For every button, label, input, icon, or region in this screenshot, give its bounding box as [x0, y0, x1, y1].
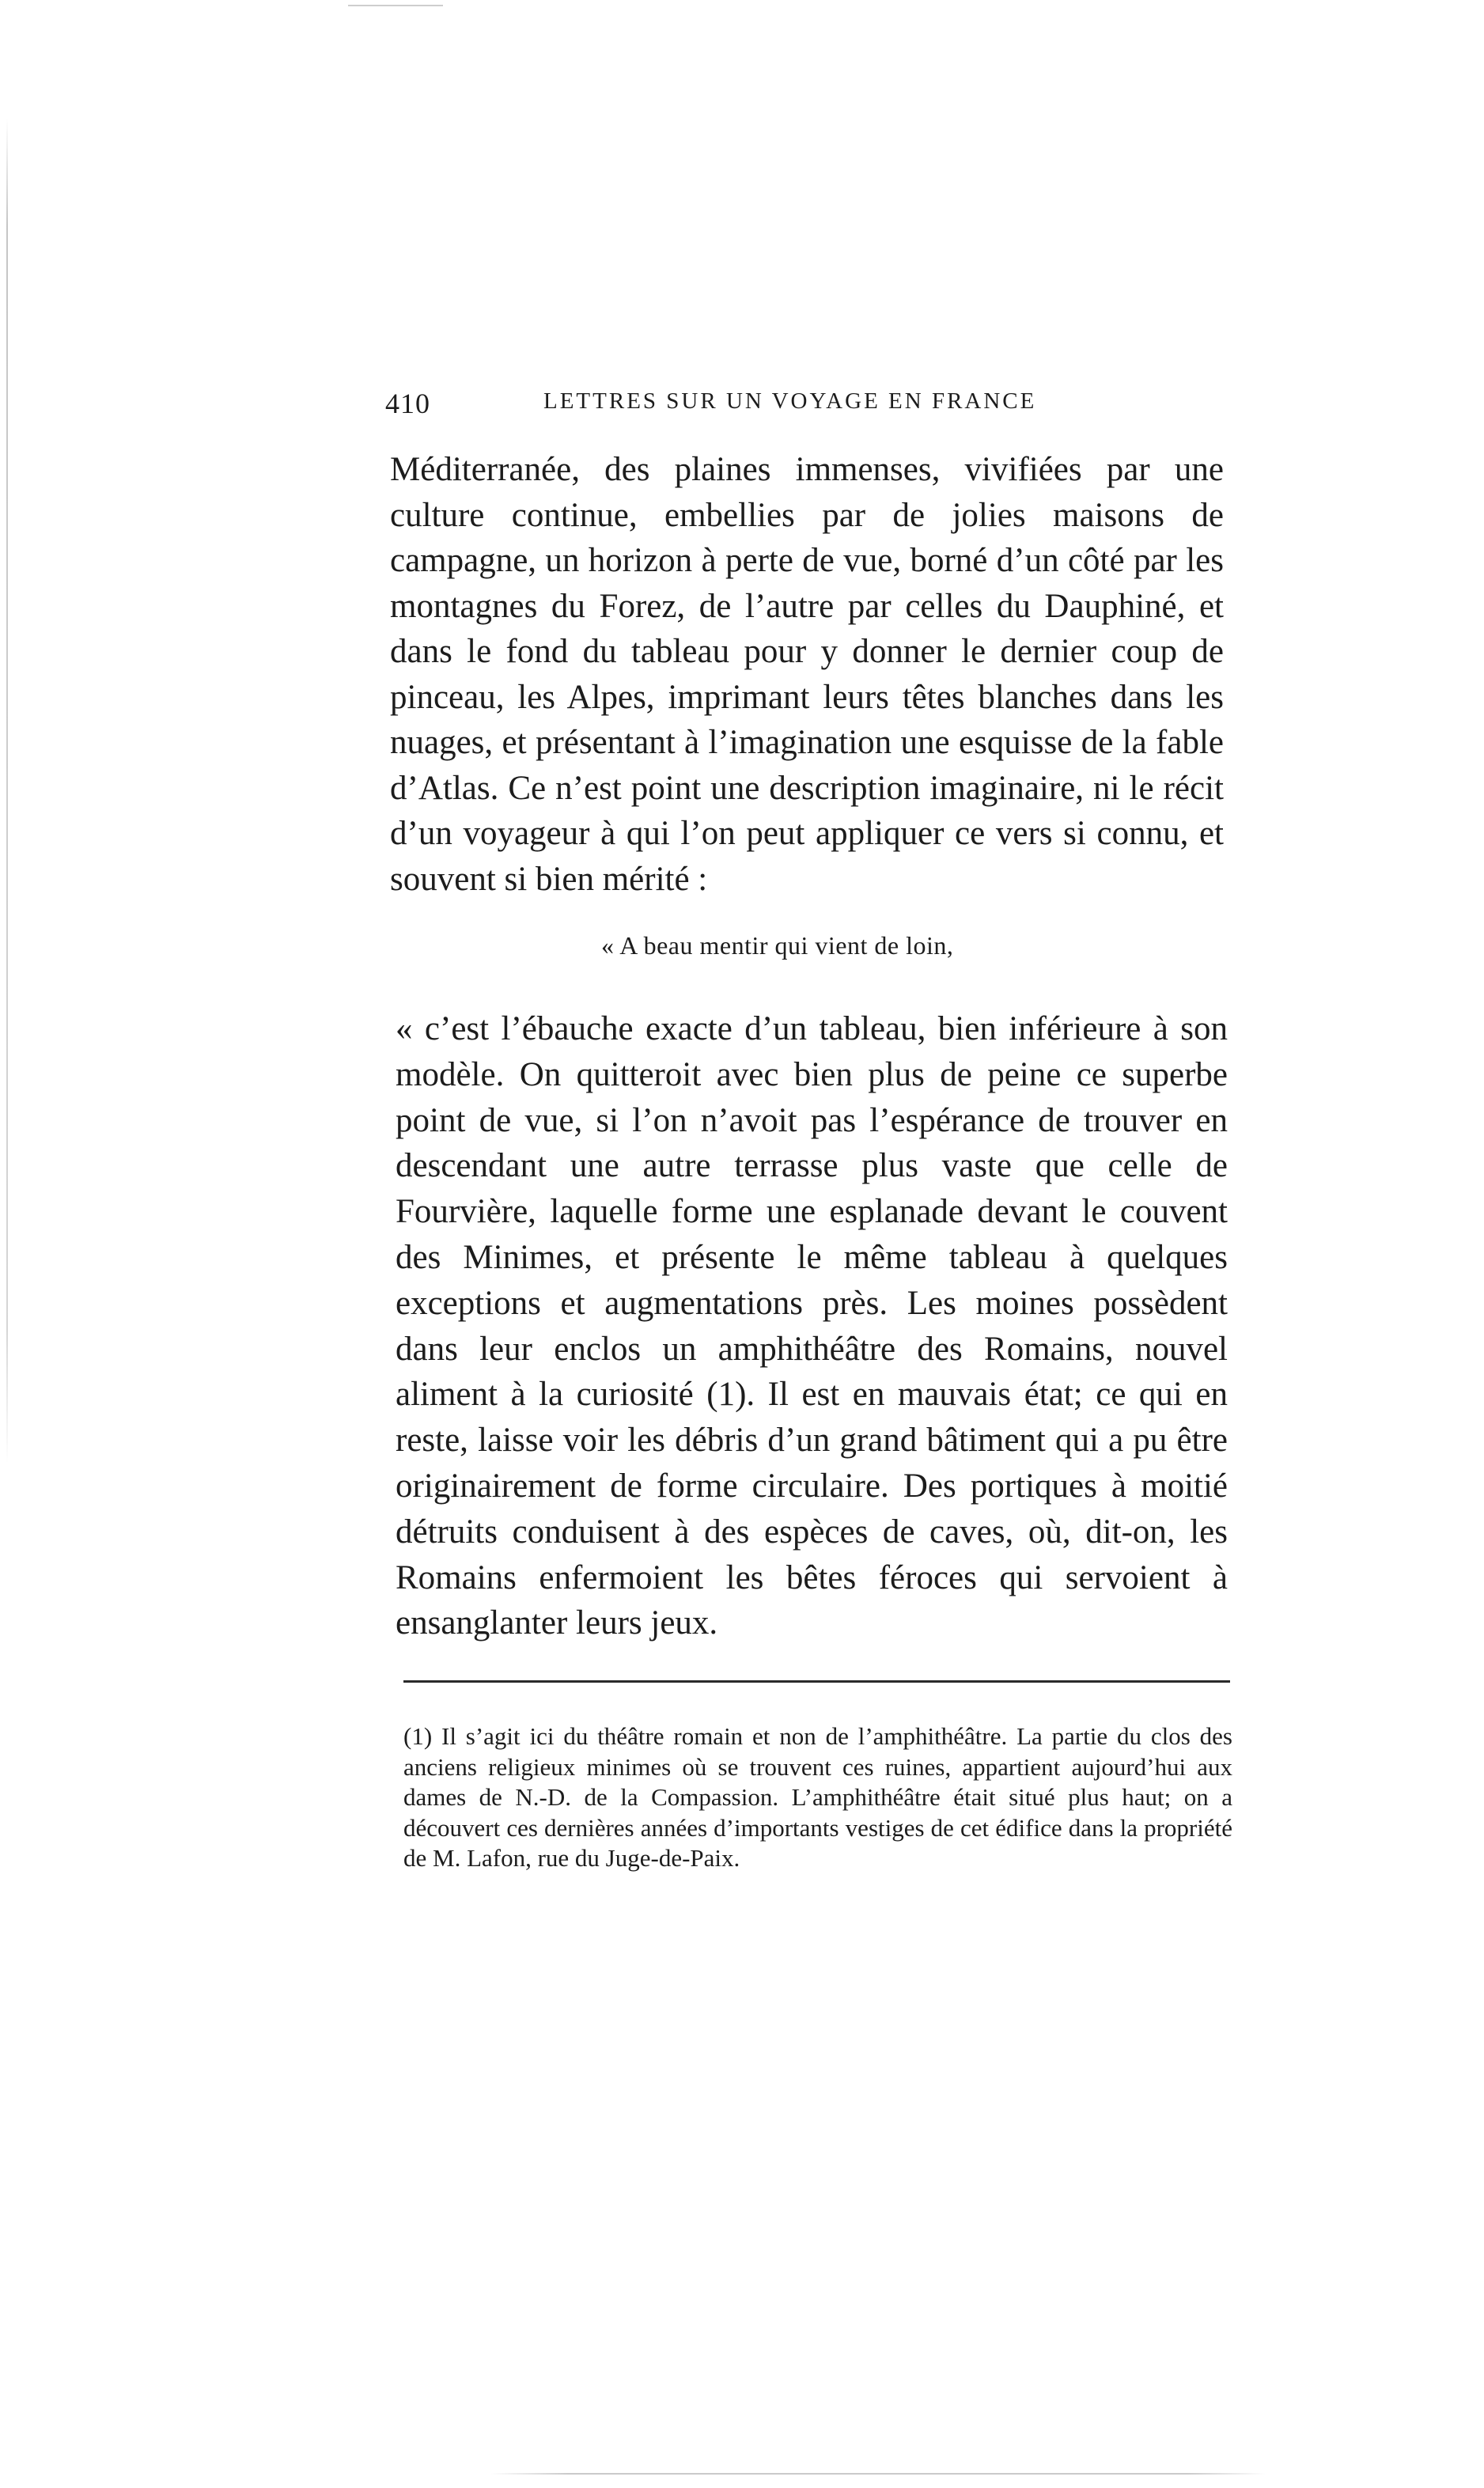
page-header: [385, 382, 1224, 430]
running-title: LETTRES SUR UN VOYAGE EN FRANCE: [543, 388, 1037, 414]
verse-quote: « A beau mentir qui vient de loin,: [601, 931, 954, 960]
body-text-block-1: [390, 447, 1224, 902]
footnote: [403, 1721, 1232, 1874]
footnote-divider: [403, 1680, 1230, 1683]
scan-edge-bottom: [490, 2473, 1266, 2475]
paragraph-2: « c’est l’ébauche exacte d’un tableau, bien inférieure à son modèle. On quitteroit avec bien plus de peine ce superbe point de vue, si l’on n’avoit pas l’espérance de trouver en descendant une autre terrasse plus vaste que celle de Fourvière, laquelle forme une esplanade devant le couvent des Minimes, et présente le même tableau à quelques exceptions et augmentations près. Les moines possèdent dans leur enclos un amphithéâtre des Romains, nouvel aliment à la curiosité (1). Il est en mauvais état; ce qui en reste, laisse voir les débris d’un grand bâtiment qui a pu être originairement de forme circulaire. Des portiques à moitié détruits conduisent à des espèces de caves, où, dit-on, les Romains enfermoient les bêtes féroces qui servoient à ensanglanter leurs jeux.: [396, 1010, 1228, 1642]
footnote-text: (1) Il s’agit ici du théâtre romain et non de l’amphithéâtre. La partie du clos des anciens religieux minimes où se trouvent ces ruines, appartient aujourd’hui aux dames de N.-D. de la Compassion. L’amphithéâtre était situé plus haut; on a découvert ces dernières années d’importants vestiges de cet édifice dans la propriété de M. Lafon, rue du Juge-de-Paix.: [403, 1722, 1232, 1872]
paragraph-1: Méditerranée, des plaines immenses, vivifiées par une culture continue, embellies par de jolies maisons de campagne, un horizon à perte de vue, borné d’un côté par les montagnes du Forez, de l’autre par celles du Dauphiné, et dans le fond du tableau pour y donner le dernier coup de pinceau, les Alpes, imprimant leurs têtes blanches dans les nuages, et présentant à l’imagination une esquisse de la fable d’Atlas. Ce n’est point une description imaginaire, ni le récit d’un voyageur à qui l’on peut appliquer ce vers si connu, et souvent si bien mérité :: [390, 451, 1224, 898]
scan-edge-left: [6, 119, 8, 1464]
scan-edge-top: [348, 5, 443, 6]
page-number: 410: [385, 388, 430, 419]
body-text-block-2: [396, 1006, 1228, 1646]
